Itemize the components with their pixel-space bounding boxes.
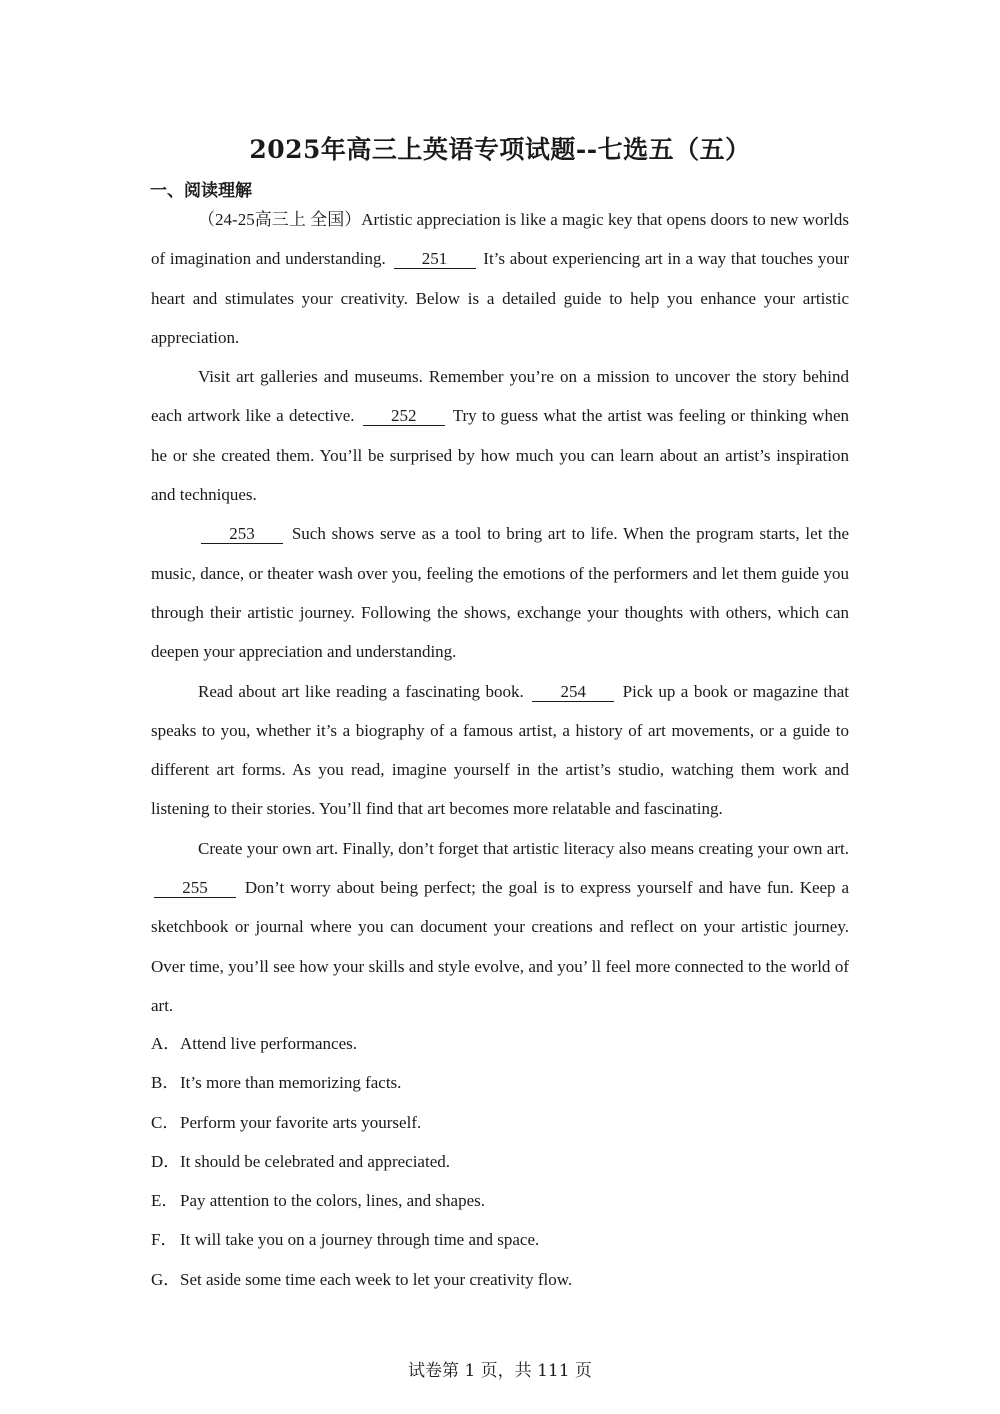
paragraph-text: Try to guess what the artist was feeling or thinking when he or she created them. You’ll be surprised by how much you can learn about an artist’s inspiration and techniques. <box>151 406 849 505</box>
blank-255: 255 <box>154 879 236 898</box>
option-letter: E． <box>151 1191 179 1211</box>
option-text: Attend live performances. <box>180 1034 358 1053</box>
blank-254: 254 <box>532 683 614 702</box>
paragraph-text: Visit art galleries and museums. Remember you’re on a mission to uncover the story behind each artwork like a detective. <box>151 367 849 426</box>
paragraph-text: Such shows serve as a tool to bring art to life. When the program starts, let the music, dance, or theater wash over you, feeling the emotions of the performers and let them guide you through their artistic journey. Following the shows, exchange your thoughts with others, which can deepen your appreciation and understanding. <box>151 524 849 662</box>
page-footer: 试卷第 1 页，共 111 页 <box>408 1361 592 1381</box>
option-letter: G． <box>151 1269 181 1289</box>
option-d <box>151 1142 849 1181</box>
paragraph-text: Create your own art. Finally, don’t forget that artistic literacy also means creating your own art. <box>198 838 849 858</box>
paragraph-text: （24-25高三上 全国）Artistic appreciation is like a magic key that opens doors to new worlds of imagination and understanding. <box>151 210 849 269</box>
paragraph-text: Pick up a book or magazine that speaks to you, whether it’s a biography of a famous artist, a history of art movements, or a guide to different art forms. As you read, imagine yourself in the artist’s studio, watching them work and listening to their stories. You’ll find that art becomes more relatable and fascinating. <box>151 681 849 819</box>
blank-251: 251 <box>394 250 476 269</box>
paragraph-text: It’s about experiencing art in a way that touches your heart and stimulates your creativity. Below is a detailed guide to help you enhance your artistic appreciation. <box>151 249 850 347</box>
paragraph-5 <box>151 829 849 1025</box>
paragraph-1 <box>151 200 849 357</box>
blank-252: 252 <box>363 407 445 426</box>
paragraph-text: Read about art like reading a fascinating book. <box>198 681 524 701</box>
option-b <box>151 1063 849 1102</box>
section-heading: 一、阅读理解 <box>150 181 252 201</box>
option-letter: C． <box>151 1112 180 1132</box>
option-letter: F． <box>151 1230 178 1250</box>
option-a <box>151 1024 849 1063</box>
paragraph-4 <box>151 672 849 829</box>
paragraph-text: Don’t worry about being perfect; the goal is to express yourself and have fun. Keep a sketchbook or journal where you can document your creations and reflect on your artistic journey. Over time, you’ll see how your skills and style evolve, and you’ ll feel more connected to the world of art. <box>151 878 849 1015</box>
option-c <box>151 1103 849 1142</box>
paragraph-3 <box>151 514 849 671</box>
option-text: Perform your favorite arts yourself. <box>180 1112 422 1132</box>
option-f <box>151 1220 849 1259</box>
option-e <box>151 1181 849 1220</box>
blank-253: 253 <box>201 525 283 544</box>
option-g <box>151 1260 849 1299</box>
option-text: It will take you on a journey through time and space. <box>180 1230 540 1250</box>
option-text: It’s more than memorizing facts. <box>180 1073 402 1093</box>
page-title: 2025年高三上英语专项试题--七选五（五） <box>249 135 751 164</box>
option-text: Pay attention to the colors, lines, and shapes. <box>180 1191 485 1211</box>
option-text: Set aside some time each week to let your creativity flow. <box>180 1269 573 1289</box>
paragraph-2 <box>151 357 849 514</box>
option-letter: A． <box>151 1034 181 1053</box>
option-letter: D． <box>151 1151 181 1171</box>
option-text: It should be celebrated and appreciated. <box>180 1151 450 1171</box>
answer-options <box>151 1024 849 1299</box>
reading-passage <box>151 200 849 1025</box>
option-letter: B． <box>151 1073 180 1093</box>
